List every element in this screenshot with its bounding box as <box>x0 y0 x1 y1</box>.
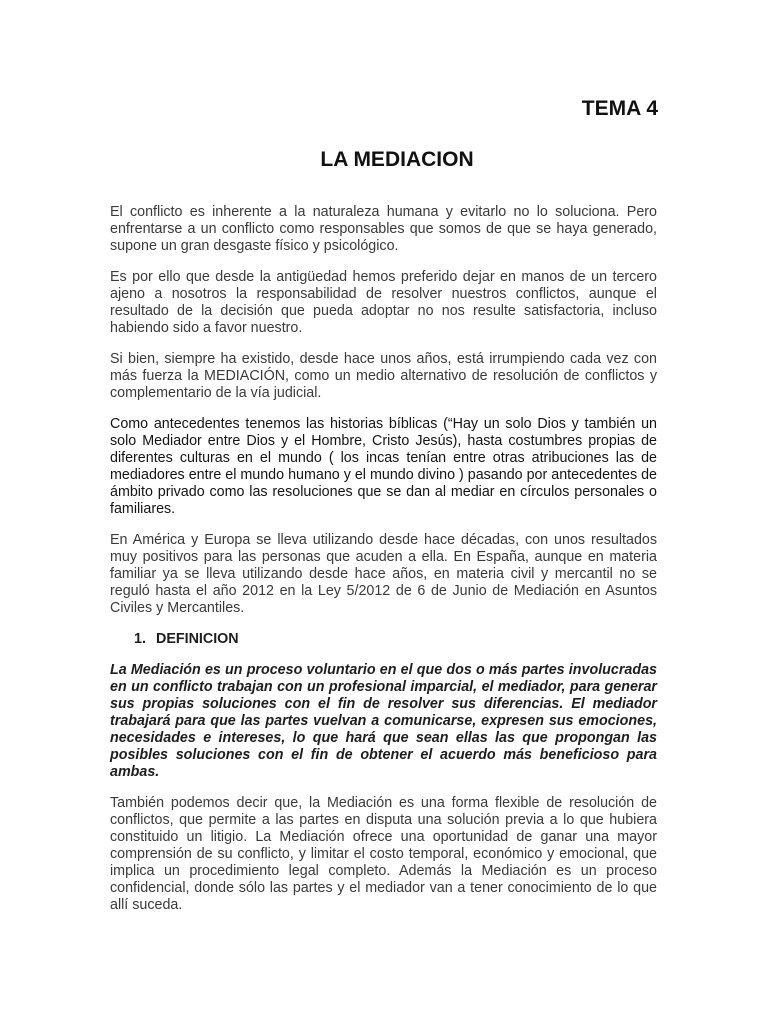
section-number: 1. <box>134 631 146 647</box>
paragraph-1: El conflicto es inherente a la naturaleza humana y evitarlo no lo soluciona. Pero enfrentarse a un conflicto como responsables que somos de que se haya generado, supone un gran desgaste físico y psicológico. <box>110 204 657 254</box>
paragraph-3: Si bien, siempre ha existido, desde hace unos años, está irrumpiendo cada vez con más fuerza la MEDIACIÓN, como un medio alternativo de resolución de conflictos y complementario de la vía judicial. <box>110 351 657 401</box>
paragraph-5: En América y Europa se lleva utilizando desde hace décadas, con unos resultados muy positivos para las personas que acuden a ella. En España, aunque en materia familiar ya se lleva utilizando desde hace años, en materia civil y mercantil no se reguló hasta el año 2012 en la Ley 5/2012 de 6 de Junio de Mediación en Asuntos Civiles y Mercantiles. <box>110 532 657 616</box>
definition-paragraph: La Mediación es un proceso voluntario en el que dos o más partes involucradas en un conflicto trabajan con un profesional imparcial, el mediador, para generar sus propias soluciones con el fin de resolver sus diferencias. El mediador trabajará para que las partes vuelvan a comunicarse, expresen sus emociones, necesidades e intereses, lo que hará que sean ellas las que propongan las posibles soluciones con el fin de obtener el acuerdo más beneficioso para ambas. <box>110 662 657 780</box>
document-body <box>110 204 657 928</box>
page-title: LA MEDIACION <box>320 148 474 171</box>
paragraph-4: Como antecedentes tenemos las historias bíblicas (“Hay un solo Dios y también un solo Mediador entre Dios y el Hombre, Cristo Jesús), hasta costumbres propias de diferentes culturas en el mundo ( los incas tenían entre otras atribuciones las de mediadores entre el mundo humano y el mundo divino ) pasando por antecedentes de ámbito privado como las resoluciones que se dan al mediar en círculos personales o familiares. <box>110 416 657 517</box>
section-heading <box>134 631 657 648</box>
topic-number: TEMA 4 <box>581 97 658 120</box>
section-heading-text: DEFINICION <box>156 631 239 647</box>
paragraph-2: Es por ello que desde la antigüedad hemos preferido dejar en manos de un tercero ajeno a nosotros la responsabilidad de resolver nuestros conflictos, aunque el resultado de la decisión que pueda adoptar no nos resulte satisfactoria, incluso habiendo sido a favor nuestro. <box>110 269 657 336</box>
closing-paragraph: También podemos decir que, la Mediación es una forma flexible de resolución de conflictos, que permite a las partes en disputa una solución previa a lo que hubiera constituido un litigio. La Mediación ofrece una oportunidad de ganar una mayor comprensión de su conflicto, y limitar el costo temporal, económico y emocional, que implica un procedimiento legal completo. Además la Mediación es un proceso confidencial, donde sólo las partes y el mediador van a tener conocimiento de lo que allí suceda. <box>110 795 657 913</box>
